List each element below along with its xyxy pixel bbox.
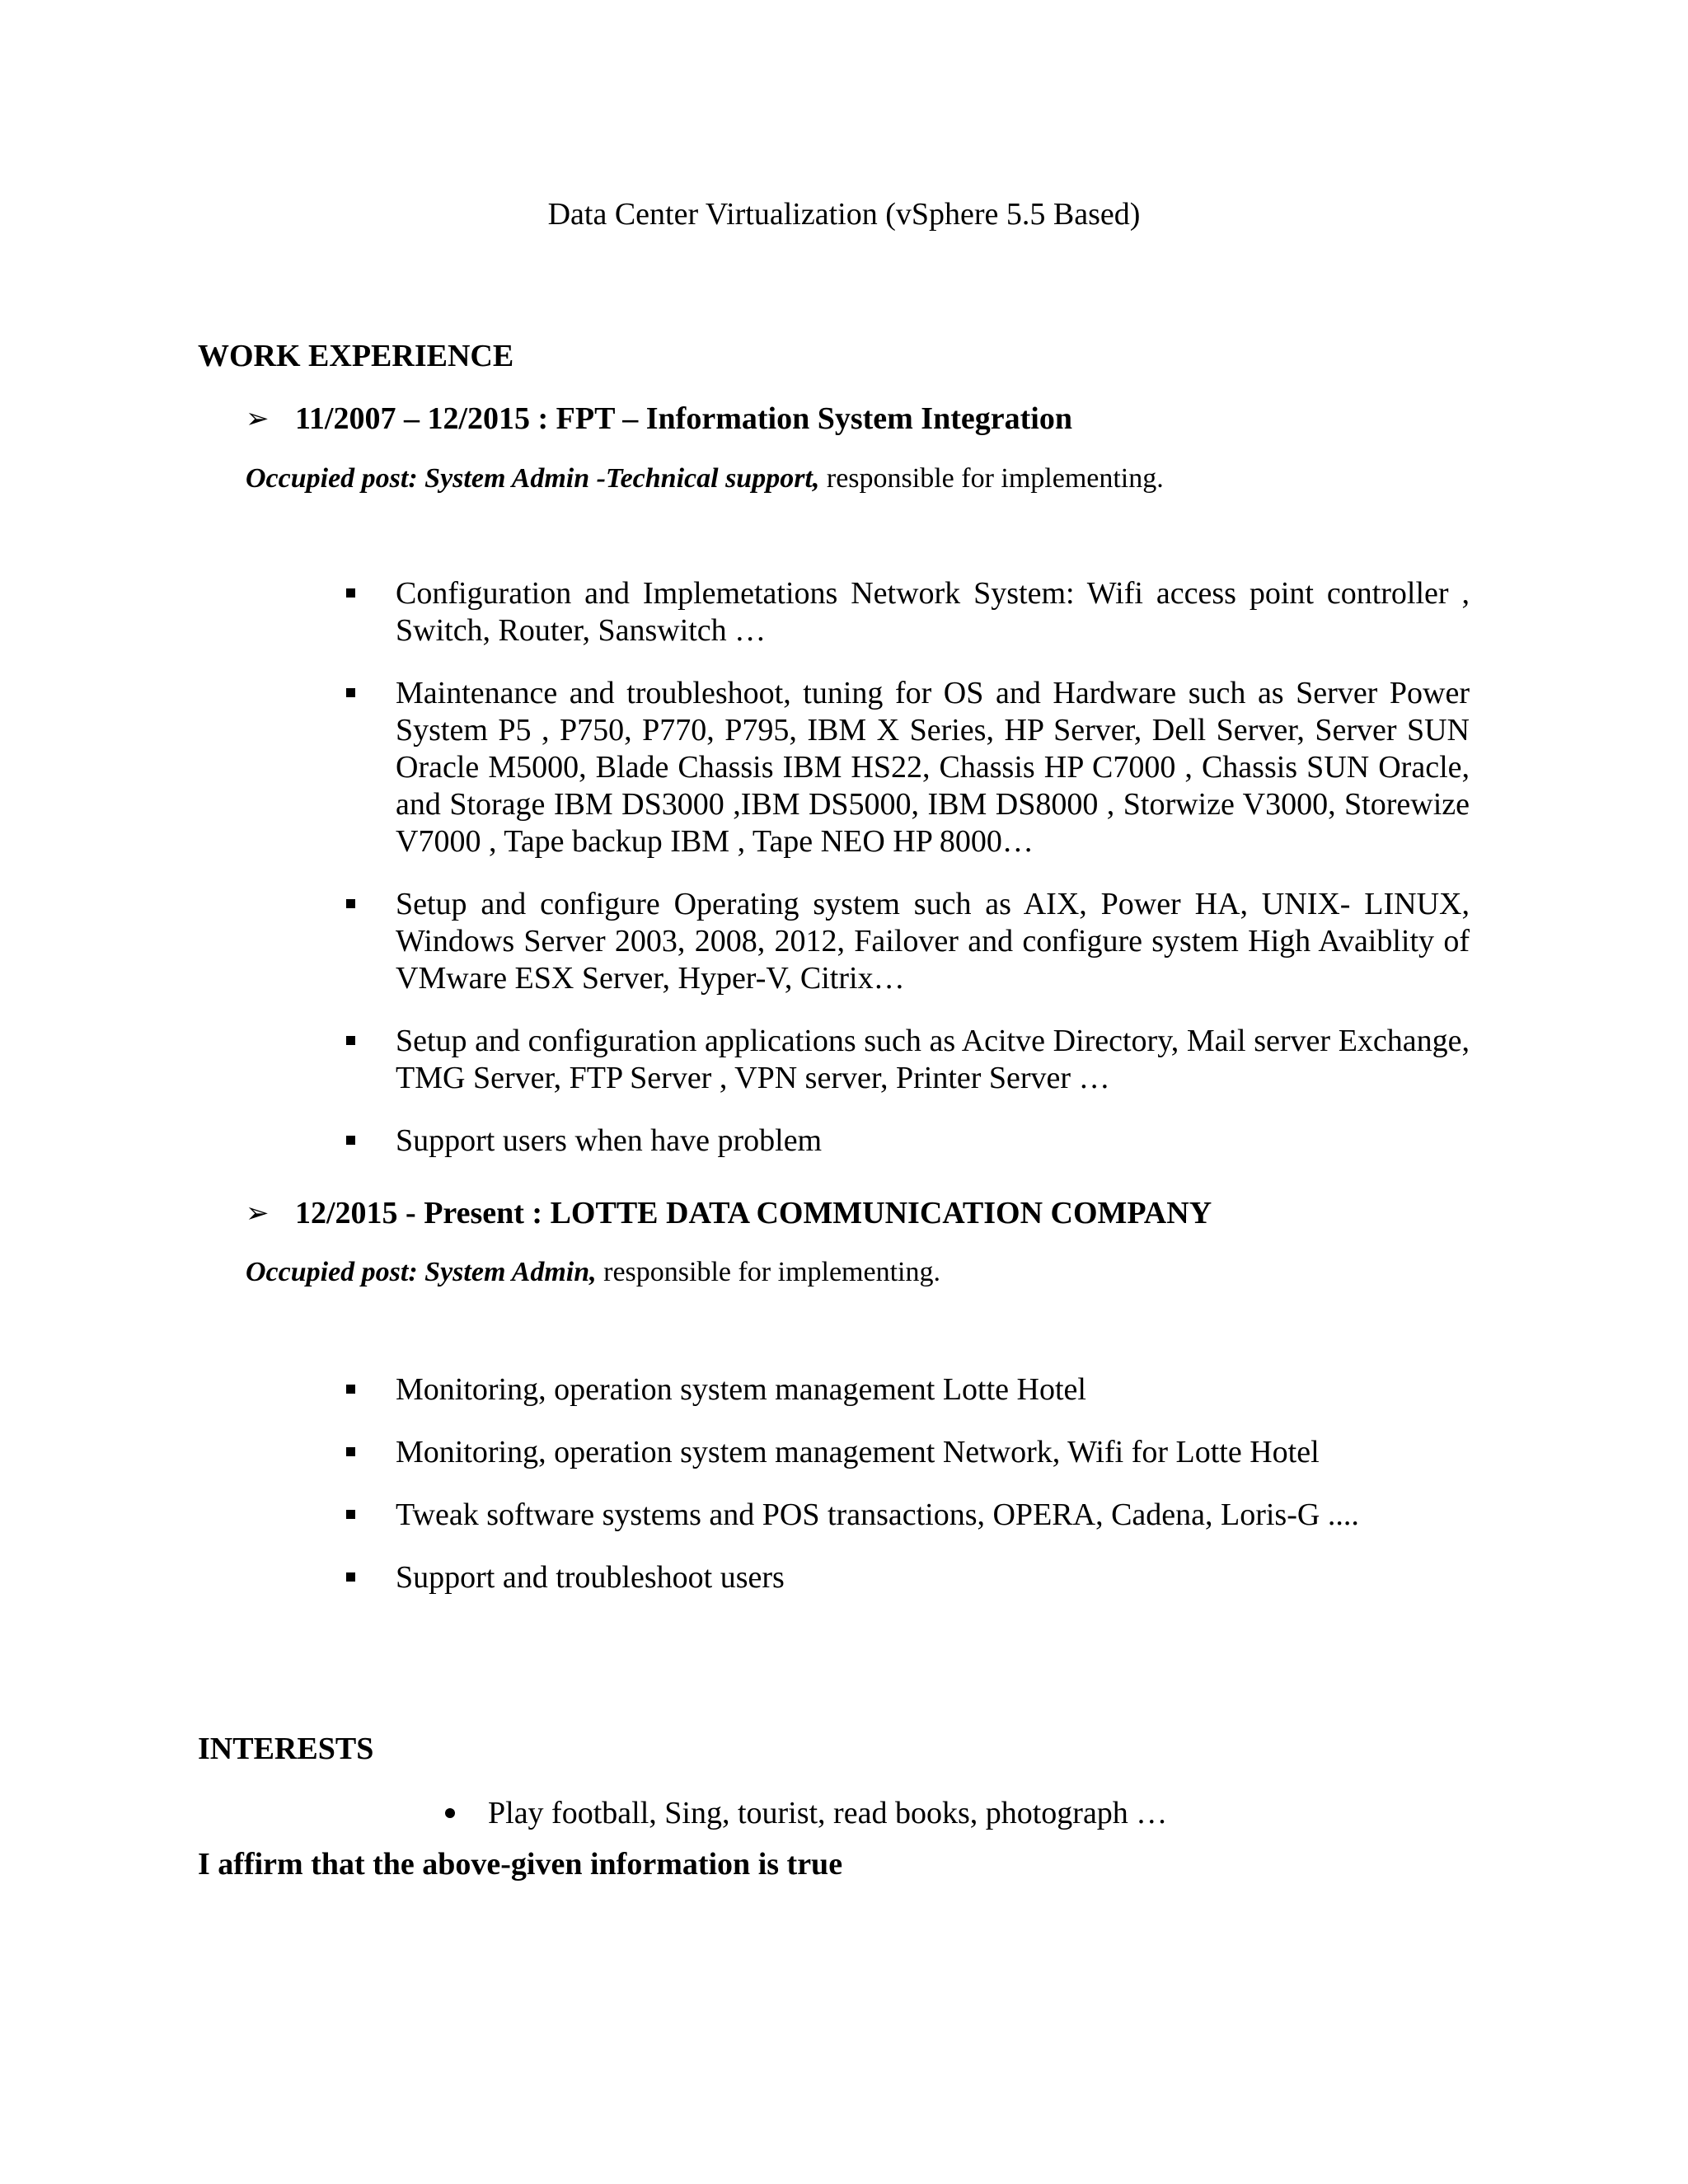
list-item [345,1023,1470,1097]
bullet-text: Maintenance and troubleshoot, tuning for OS and Hardware such as Server Power System P5 , P750, P770, P795, IBM X Series, HP Server, Dell Server, Server SUN Oracle M5000, Blade Chassis IBM HS22, Chassis HP C7000 , Chassis SUN Oracle, and Storage IBM DS3000 ,IBM DS5000, IBM DS8000 , Storwize V3000, Storewize V7000 , Tape backup IBM , Tape NEO HP 8000… [396,676,1470,859]
square-bullet-icon [346,1385,355,1394]
list-item [345,675,1470,860]
list-item [345,1371,1470,1408]
list-item [345,1434,1470,1471]
square-bullet-icon [346,1136,355,1145]
work-experience-heading: WORK EXPERIENCE [198,339,514,373]
job-bullet-list [345,575,1470,1160]
post-label: Occupied post: System Admin -Technical support, [246,463,820,494]
job-heading-text: 11/2007 – 12/2015 : FPT – Information System Integration [295,401,1072,436]
square-bullet-icon [346,588,355,598]
bullet-text: Configuration and Implemetations Network System: Wifi access point controller , Switch, Router, Sanswitch … [396,576,1470,648]
square-bullet-icon [346,688,355,697]
interests-heading: INTERESTS [198,1732,374,1766]
interest-text: Play football, Sing, tourist, read books, photograph … [488,1796,1168,1830]
bullet-text: Support users when have problem [396,1123,823,1158]
list-item [345,886,1470,997]
list-item [345,1559,1470,1596]
bullet-text: Setup and configure Operating system such as AIX, Power HA, UNIX- LINUX, Windows Server 2003, 2008, 2012, Failover and configure system High Avaiblity of VMware ESX Server, Hyper-V, Citrix… [396,887,1470,996]
job-heading [246,1195,1212,1231]
square-bullet-icon [346,1572,355,1582]
post-suffix: responsible for implementing. [596,1257,940,1287]
round-bullet-icon [445,1808,455,1818]
list-item [345,575,1470,649]
list-item [345,1497,1470,1534]
arrow-bullet-icon: ➢ [246,402,270,435]
bullet-text: Tweak software systems and POS transactions, OPERA, Cadena, Loris-G .... [396,1497,1359,1532]
occupied-post [246,1257,940,1288]
square-bullet-icon [346,1510,355,1519]
bullet-text: Monitoring, operation system management Network, Wifi for Lotte Hotel [396,1435,1320,1469]
affirmation: I affirm that the above-given information is true [198,1847,843,1882]
bullet-text: Monitoring, operation system management Lotte Hotel [396,1372,1086,1407]
job-heading [246,401,1072,437]
bullet-text: Support and troubleshoot users [396,1560,785,1595]
square-bullet-icon [346,1447,355,1456]
list-item [345,1122,1470,1160]
occupied-post [246,463,1164,494]
job-heading-text: 12/2015 - Present : LOTTE DATA COMMUNICATION COMPANY [295,1196,1212,1230]
post-suffix: responsible for implementing. [819,463,1164,494]
interest-item [445,1795,1167,1831]
square-bullet-icon [346,1036,355,1045]
post-label: Occupied post: System Admin, [246,1257,597,1287]
square-bullet-icon [346,899,355,908]
top-line: Data Center Virtualization (vSphere 5.5 Based) [547,197,1141,232]
arrow-bullet-icon: ➢ [246,1197,270,1230]
bullet-text: Setup and configuration applications such as Acitve Directory, Mail server Exchange, TMG Server, FTP Server , VPN server, Printer Server … [396,1024,1470,1095]
job-bullet-list [345,1371,1470,1596]
